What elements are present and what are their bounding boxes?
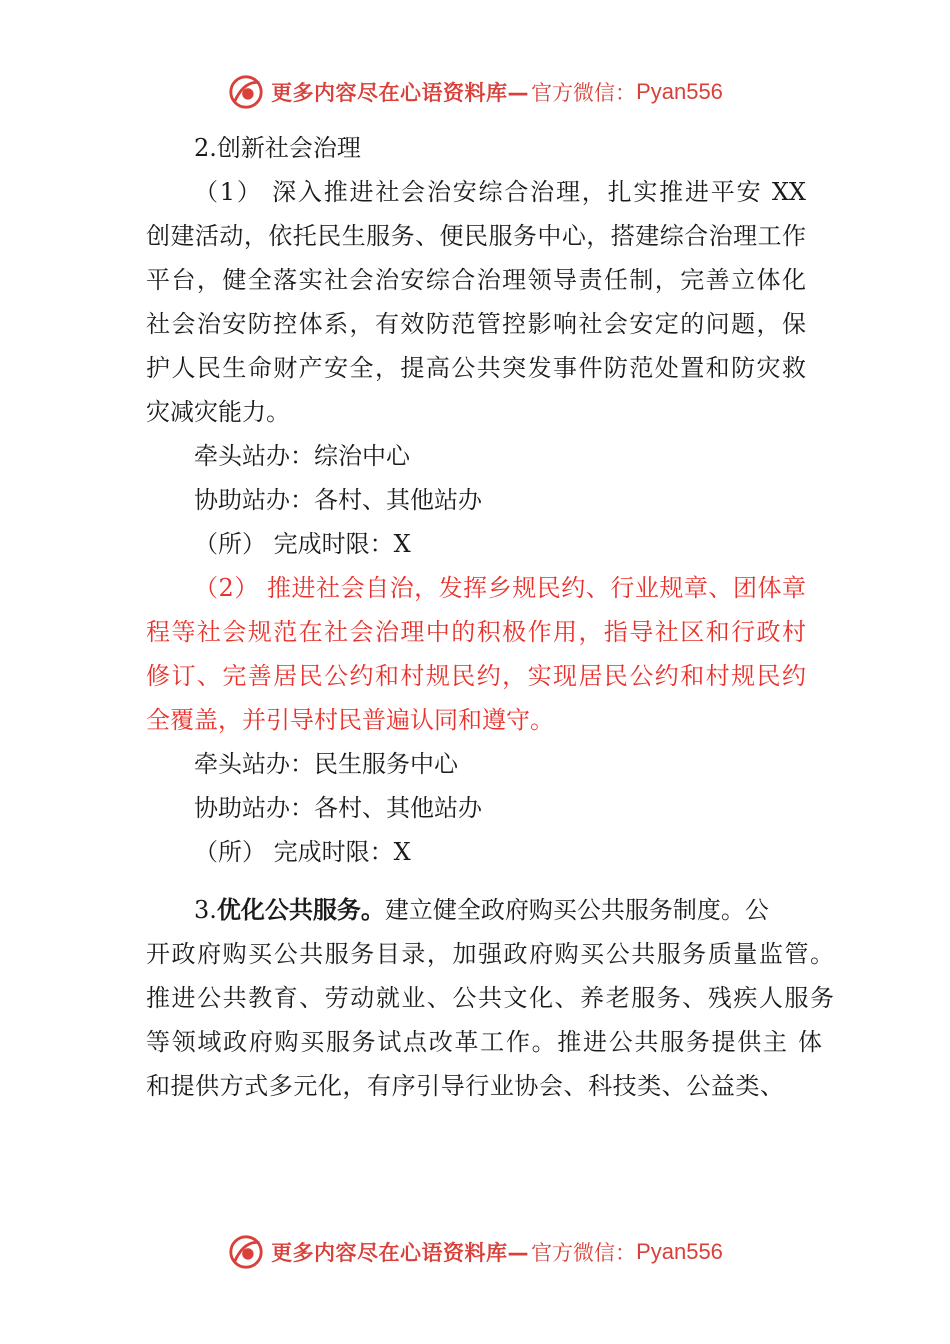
banner-wechat-label: 官方微信：: [531, 81, 637, 105]
section-heading: 2.创新社会治理: [194, 134, 361, 162]
paragraph-line: 社会治安防控体系，有效防范管控影响社会安定的问题，保: [146, 310, 806, 338]
highlighted-line: 全覆盖，并引导村民普遍认同和遵守。: [146, 706, 554, 734]
banner-wechat-id: Pyan556: [636, 1239, 723, 1264]
highlighted-line: 修订、完善居民公约和村规民约，实现居民公约和村规民约: [146, 662, 806, 690]
highlighted-line: 程等社会规范在社会治理中的积极作用，指导社区和行政村: [146, 618, 806, 646]
logo-icon: [227, 73, 265, 111]
section3-first-text: 建立健全政府购买公共服务制度。公: [384, 896, 769, 924]
lead-office: 牵头站办：综治中心: [194, 442, 410, 470]
paragraph-line: 创建活动，依托民生服务、便民服务中心，搭建综合治理工作: [146, 222, 806, 250]
banner-text: 更多内容尽在心语资料库—: [271, 81, 530, 105]
section3-title: 优化公共服务。: [216, 896, 385, 924]
logo-icon: [227, 1233, 265, 1271]
banner-text: 更多内容尽在心语资料库—: [271, 1241, 530, 1265]
paragraph-line: 护人民生命财产安全，提高公共突发事件防范处置和防灾救: [146, 354, 806, 382]
deadline: （所） 完成时限：X: [194, 838, 411, 866]
section3-first-line: [194, 893, 769, 927]
highlighted-line: （2） 推进社会自治，发挥乡规民约、行业规章、团体章: [194, 574, 806, 602]
deadline: （所） 完成时限：X: [194, 530, 411, 558]
section3-number: 3.: [194, 896, 217, 924]
header-banner: [0, 70, 950, 114]
paragraph-line: 开政府购买公共服务目录，加强政府购买公共服务质量监管。: [146, 940, 834, 968]
assist-office: 协助站办：各村、其他站办: [194, 794, 482, 822]
paragraph-line: 和提供方式多元化，有序引导行业协会、科技类、公益类、: [146, 1072, 784, 1100]
paragraph-line: 等领域政府购买服务试点改革工作。推进公共服务提供主 体: [146, 1028, 822, 1056]
paragraph-line: 推进公共教育、劳动就业、公共文化、养老服务、残疾人服务: [146, 984, 834, 1012]
banner-wechat-label: 官方微信：: [531, 1241, 637, 1265]
paragraph-line: 平台，健全落实社会治安综合治理领导责任制，完善立体化: [146, 266, 806, 294]
lead-office: 牵头站办：民生服务中心: [194, 750, 458, 778]
banner-wechat-id: Pyan556: [636, 79, 723, 104]
paragraph-line: 灾减灾能力。: [146, 398, 290, 426]
footer-banner: [0, 1230, 950, 1274]
paragraph-line: （1） 深入推进社会治安综合治理，扎实推进平安 XX: [194, 178, 806, 206]
assist-office: 协助站办：各村、其他站办: [194, 486, 482, 514]
